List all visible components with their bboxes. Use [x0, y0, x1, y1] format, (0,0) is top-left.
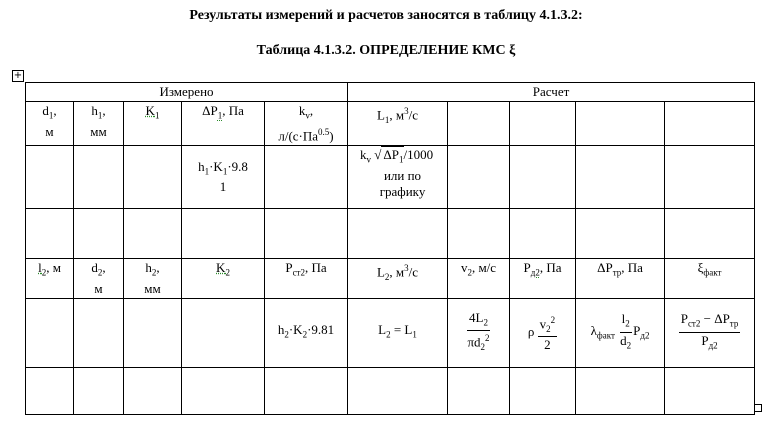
formula-l1-tail: /1000	[403, 146, 434, 162]
empty-cell	[124, 367, 182, 414]
empty-cell	[448, 102, 510, 146]
page-heading: Результаты измерений и расчетов заносятся в таблицу 4.1.3.2:	[189, 8, 583, 23]
table-caption: Таблица 4.1.3.2. ОПРЕДЕЛЕНИЕ КМС ξ	[256, 43, 516, 58]
header-xi: $\xi_{факт}$	[665, 258, 755, 298]
empty-cell	[576, 208, 665, 258]
formula-dptr: $\lambda_{факт}$ $\frac{l_2}{d_2}$ $P_{д2}$	[576, 298, 665, 367]
empty-cell	[448, 208, 510, 258]
header-kv: $k_v$, $л/(с\cdot Па^{0.5})$	[265, 102, 348, 146]
empty-cell	[665, 102, 755, 146]
empty-cell	[576, 145, 665, 208]
header-d2: $d_2$, м	[74, 258, 124, 298]
results-table	[25, 82, 755, 415]
header-dp1: $\Delta P_1$, Па	[182, 102, 265, 146]
group-header-measured: Измерено	[26, 83, 348, 102]
empty-cell	[265, 208, 348, 258]
empty-cell	[576, 367, 665, 414]
header-dptr: $\Delta P_{тр}$, Па	[576, 258, 665, 298]
empty-cell	[510, 208, 576, 258]
empty-cell	[182, 298, 265, 367]
formula-l1: $k_v$ √ $\Delta P_1/1000$ или по графику	[348, 145, 448, 208]
formula-l1-alt: или по графику	[379, 167, 426, 199]
formula-xi: $\frac{P_{ст2} - \Delta P_{тр}}{P_{д2}}$	[665, 298, 755, 367]
header-h1: $h_1$, мм	[74, 102, 124, 146]
empty-cell	[124, 298, 182, 367]
empty-cell	[448, 367, 510, 414]
header-h2: $h_2$, мм	[124, 258, 182, 298]
header-k1: $K_1$	[124, 102, 182, 146]
formula-pst2: $h_2\cdot K_2\cdot 9.81$	[265, 298, 348, 367]
empty-cell	[182, 367, 265, 414]
empty-cell	[665, 145, 755, 208]
empty-cell	[576, 102, 665, 146]
empty-cell	[26, 367, 74, 414]
formula-pd2: ρ $\frac{v_2^2}{2}$	[510, 298, 576, 367]
empty-cell	[348, 367, 448, 414]
empty-cell	[265, 145, 348, 208]
empty-cell	[510, 102, 576, 146]
empty-cell	[124, 145, 182, 208]
empty-cell	[265, 367, 348, 414]
empty-cell	[510, 367, 576, 414]
empty-cell	[26, 145, 74, 208]
empty-cell	[182, 208, 265, 258]
empty-cell	[26, 208, 74, 258]
empty-cell	[510, 145, 576, 208]
empty-cell	[348, 208, 448, 258]
group-header-calc: Расчет	[348, 83, 755, 102]
empty-cell	[124, 208, 182, 258]
header-d1: $d_1$, м	[26, 102, 74, 146]
empty-cell	[74, 298, 124, 367]
header-L2: $L_2$, $м^3/с$	[348, 258, 448, 298]
header-l1: $L_1$, $м^3/с$	[348, 102, 448, 146]
formula-dp1: $h_1\cdot K_1\cdot 9.8$ 1	[182, 145, 265, 208]
empty-cell	[74, 145, 124, 208]
empty-cell	[448, 145, 510, 208]
empty-cell	[665, 208, 755, 258]
formula-L2: $L_2 = L_1$	[348, 298, 448, 367]
empty-cell	[74, 208, 124, 258]
header-pd2: $P_{д2}$, Па	[510, 258, 576, 298]
formula-v2: $\frac{4L_2}{\pi d_2^2}$	[448, 298, 510, 367]
empty-cell	[665, 367, 755, 414]
header-l2: $l_2$, м	[26, 258, 74, 298]
empty-cell	[26, 298, 74, 367]
table-move-handle-icon[interactable]: +	[13, 70, 23, 81]
header-v2: $v_2$, м/с	[448, 258, 510, 298]
header-k2: $K_2$	[182, 258, 265, 298]
empty-cell	[74, 367, 124, 414]
header-pst2: $P_{ст2}$, Па	[265, 258, 348, 298]
table-resize-handle[interactable]	[754, 404, 762, 412]
